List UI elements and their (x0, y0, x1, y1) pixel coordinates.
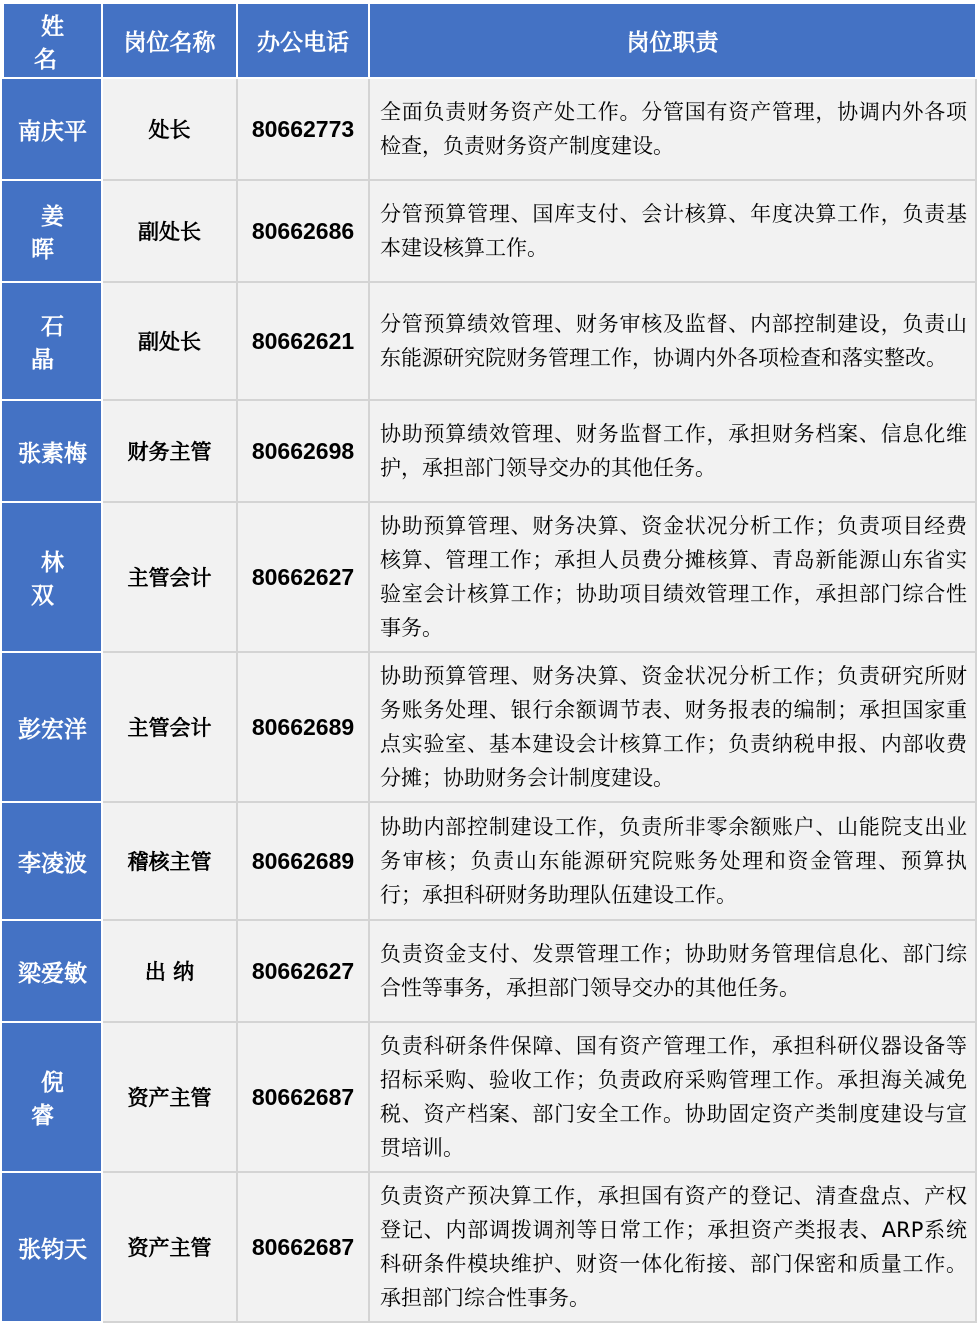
staff-name: 李凌波 (3, 802, 102, 920)
table-row (3, 652, 976, 802)
staff-phone: 80662687 (237, 1172, 369, 1322)
staff-post: 副处长 (102, 180, 237, 282)
staff-post: 资产主管 (102, 1022, 237, 1172)
staff-name: 张钧天 (3, 1172, 102, 1322)
staff-duty: 负责资金支付、发票管理工作；协助财务管理信息化、部门综合性等事务，承担部门领导交办的其他任务。 (369, 920, 976, 1022)
staff-name: 倪 睿 (3, 1022, 102, 1172)
header-duty: 岗位职责 (369, 3, 976, 78)
staff-post: 副处长 (102, 282, 237, 400)
table-row (3, 502, 976, 652)
staff-duty-table (2, 2, 977, 1323)
staff-name: 张素梅 (3, 400, 102, 502)
header-phone: 办公电话 (237, 3, 369, 78)
staff-duty: 协助预算管理、财务决算、资金状况分析工作；负责项目经费核算、管理工作；承担人员费分摊核算、青岛新能源山东省实验室会计核算工作；协助项目绩效管理工作，承担部门综合性事务。 (369, 502, 976, 652)
staff-post: 财务主管 (102, 400, 237, 502)
staff-post: 主管会计 (102, 652, 237, 802)
table-row (3, 1172, 976, 1322)
table-row (3, 920, 976, 1022)
staff-duty: 分管预算管理、国库支付、会计核算、年度决算工作，负责基本建设核算工作。 (369, 180, 976, 282)
staff-name: 石 晶 (3, 282, 102, 400)
table-row (3, 400, 976, 502)
staff-phone: 80662698 (237, 400, 369, 502)
staff-name: 梁爱敏 (3, 920, 102, 1022)
staff-duty: 负责科研条件保障、国有资产管理工作，承担科研仪器设备等招标采购、验收工作；负责政府采购管理工作。承担海关减免税、资产档案、部门安全工作。协助固定资产类制度建设与宣贯培训。 (369, 1022, 976, 1172)
staff-duty: 分管预算绩效管理、财务审核及监督、内部控制建设，负责山东能源研究院财务管理工作，协调内外各项检查和落实整改。 (369, 282, 976, 400)
staff-duty: 协助预算管理、财务决算、资金状况分析工作；负责研究所财务账务处理、银行余额调节表、财务报表的编制；承担国家重点实验室、基本建设会计核算工作；负责纳税申报、内部收费分摊；协助财务会计制度建设。 (369, 652, 976, 802)
staff-phone: 80662686 (237, 180, 369, 282)
staff-name: 林 双 (3, 502, 102, 652)
table-row (3, 78, 976, 180)
table-row (3, 282, 976, 400)
staff-name: 姜 晖 (3, 180, 102, 282)
staff-name: 南庆平 (3, 78, 102, 180)
staff-post: 出 纳 (102, 920, 237, 1022)
table-row (3, 180, 976, 282)
staff-phone: 80662773 (237, 78, 369, 180)
staff-duty: 协助预算绩效管理、财务监督工作，承担财务档案、信息化维护，承担部门领导交办的其他任务。 (369, 400, 976, 502)
staff-phone: 80662689 (237, 802, 369, 920)
staff-phone: 80662627 (237, 502, 369, 652)
header-row (3, 3, 976, 78)
staff-phone: 80662627 (237, 920, 369, 1022)
staff-phone: 80662621 (237, 282, 369, 400)
staff-duty: 负责资产预决算工作，承担国有资产的登记、清查盘点、产权登记、内部调拨调剂等日常工作；承担资产类报表、ARP系统科研条件模块维护、财资一体化衔接、部门保密和质量工作。承担部门综合性事务。 (369, 1172, 976, 1322)
staff-duty: 协助内部控制建设工作，负责所非零余额账户、山能院支出业务审核；负责山东能源研究院账务处理和资金管理、预算执行；承担科研财务助理队伍建设工作。 (369, 802, 976, 920)
staff-phone: 80662689 (237, 652, 369, 802)
table-row (3, 802, 976, 920)
staff-post: 处长 (102, 78, 237, 180)
staff-post: 资产主管 (102, 1172, 237, 1322)
staff-phone: 80662687 (237, 1022, 369, 1172)
table-row (3, 1022, 976, 1172)
staff-post: 主管会计 (102, 502, 237, 652)
header-post: 岗位名称 (102, 3, 237, 78)
staff-post: 稽核主管 (102, 802, 237, 920)
staff-name: 彭宏洋 (3, 652, 102, 802)
header-name: 姓 名 (3, 3, 102, 78)
staff-duty: 全面负责财务资产处工作。分管国有资产管理，协调内外各项检查，负责财务资产制度建设。 (369, 78, 976, 180)
